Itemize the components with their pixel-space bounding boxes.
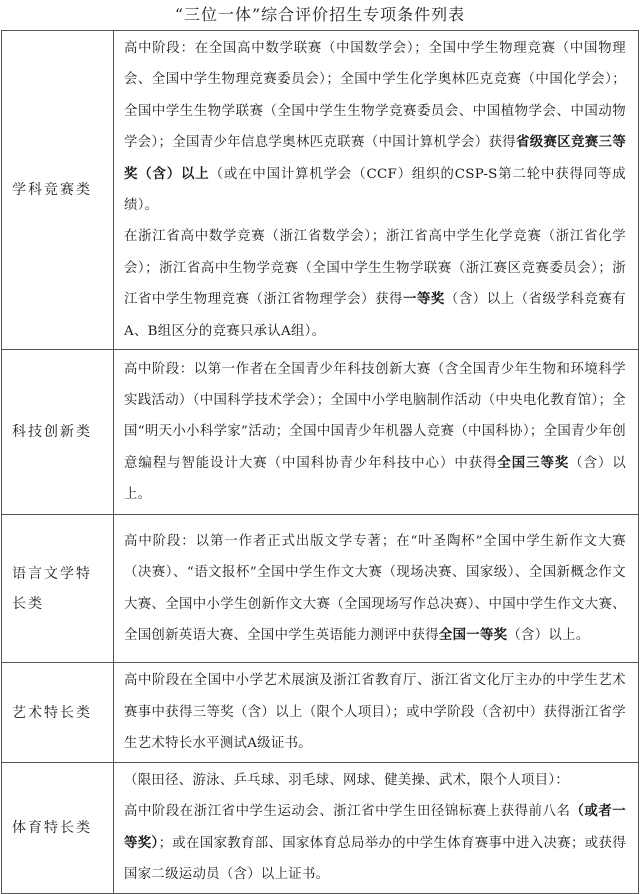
table-row <box>2 663 639 763</box>
detail-paragraph <box>124 33 626 221</box>
detail-cell <box>114 350 639 515</box>
detail-text-bold: 省级赛区竞赛三等奖（含）以上 <box>124 134 627 182</box>
table-row <box>2 515 639 663</box>
detail-text-bold: 全国一等奖 <box>438 626 508 643</box>
detail-text: 高中阶段：以第一作者在全国青少年科技创新大赛（含全国青少年生物和环境科学实践活动）（中国科学技术学会）；全国中小学电脑制作活动（中央电化教育馆）；全国“明天小小科学家”活动；全国中国青少年机器人竞赛（中国科协）；全国青少年创意编程与智能设计大赛（中国科协青少年科技中心）中获得 <box>124 361 626 471</box>
detail-paragraph <box>124 796 626 890</box>
detail-paragraph <box>124 526 626 652</box>
detail-cell <box>114 663 639 763</box>
table-row <box>2 350 639 515</box>
detail-paragraph <box>124 221 626 347</box>
detail-paragraph <box>124 765 626 796</box>
detail-text: （含）以上（省级学科竞赛有A、B组区分的竞赛只承认A组）。 <box>124 292 626 339</box>
category-cell: 科技创新类 <box>2 350 114 515</box>
category-cell: 语言文学特长类 <box>2 515 114 663</box>
detail-text: 高中阶段：在全国高中数学联赛（中国数学会）；全国中学生物理竞赛（中国物理会、全国中学生物理竞赛委员会）；全国中学生化学奥林匹克竞赛（中国化学会）；全国中学生生物学联赛（全国中学生生物学竞赛委员会、中国植物学会、中国动物学会）；全国青少年信息学奥林匹克联赛（中国计算机学会）获得 <box>124 41 626 151</box>
detail-text: （限田径、游泳、乒乓球、羽毛球、网球、健美操、武术，限个人项目）： <box>124 773 570 789</box>
detail-text: 高中阶段在全国中小学艺术展演及浙江省教育厅、浙江省文化厅主办的中学生艺术赛事中获得三等奖（含）以上（限个人项目）；或中学阶段（含初中）获得浙江省学生艺术特长水平测试A级证书。 <box>124 673 626 752</box>
detail-cell <box>114 763 639 894</box>
detail-cell <box>114 31 639 350</box>
detail-text: （含）以上。 <box>507 627 590 643</box>
detail-text-bold: （或者一等奖） <box>124 803 626 851</box>
detail-paragraph <box>124 665 626 759</box>
detail-cell <box>114 515 639 663</box>
detail-text: 高中阶段在浙江省中学生运动会、浙江省中学生田径锦标赛上获得前八名 <box>124 804 571 820</box>
detail-text: （含）以上。 <box>124 455 626 503</box>
detail-text: ；或在国家教育部、国家体育总局举办的中学生体育赛事中进入决赛；或获得国家二级运动员（含）以上证书。 <box>124 835 627 883</box>
table-row <box>2 763 639 894</box>
criteria-table <box>1 30 639 894</box>
category-cell: 体育特长类 <box>2 763 114 894</box>
page-title: “三位一体”综合评价招生专项条件列表 <box>174 5 466 24</box>
detail-text-bold: 全国三等奖 <box>497 454 570 471</box>
detail-text: 在浙江省高中数学竞赛（浙江省数学会）；浙江省高中学生化学竞赛（浙江省化学会）；浙江省高中生物学竞赛（全国中学生生物学联赛（浙江赛区竞赛委员会）；浙江省中学生物理竞赛（浙江省物理学会）获得 <box>124 229 626 308</box>
detail-text: 高中阶段：以第一作者正式出版文学专著；在“叶圣陶杯”全国中学生新作文大赛（决赛）、“语文报杯”全国中学生作文大赛（现场决赛、国家级）、全国新概念作文大赛、全国中小学生创新作文大赛（全国现场写作总决赛）、中国中学生作文大赛、全国创新英语大赛、全国中学生英语能力测评中获得 <box>124 533 626 643</box>
category-cell: 学科竞赛类 <box>2 31 114 350</box>
detail-text-bold: 一等奖 <box>403 291 445 308</box>
detail-paragraph <box>124 354 626 511</box>
category-cell: 艺术特长类 <box>2 663 114 763</box>
table-row <box>2 31 639 350</box>
detail-text: （或在中国计算机学会（CCF）组织的CSP-S第二轮中获得同等成绩）。 <box>124 166 626 214</box>
